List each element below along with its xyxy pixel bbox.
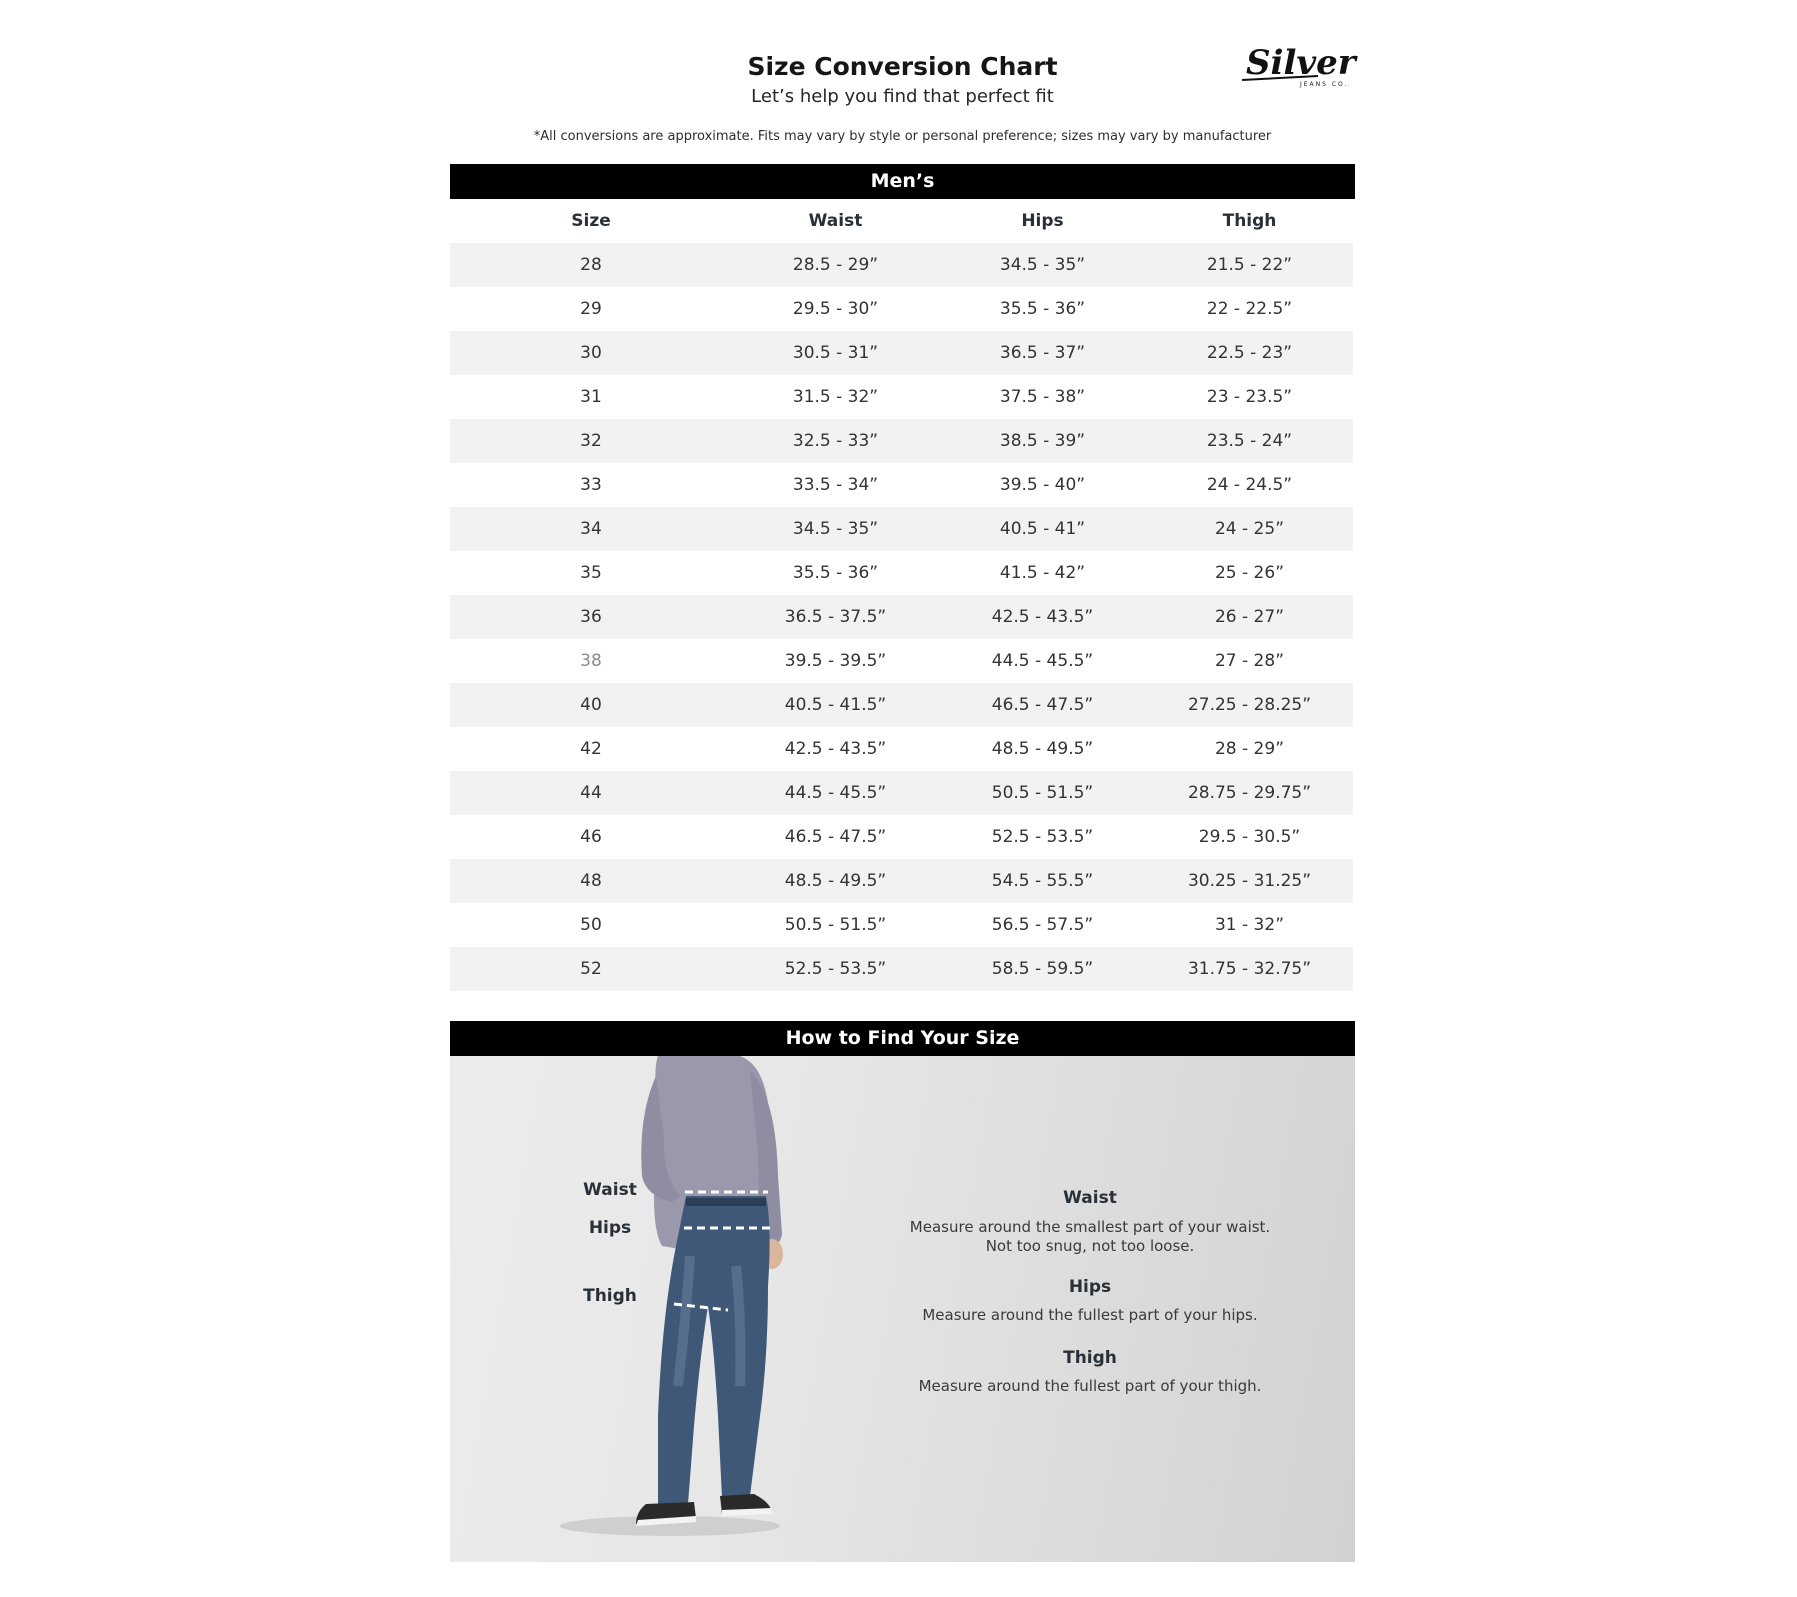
waist-cell: 29.5 - 30”	[732, 287, 939, 331]
waist-cell: 31.5 - 32”	[732, 375, 939, 419]
hips-cell: 48.5 - 49.5”	[939, 727, 1146, 771]
waist-instruction-title: Waist	[1063, 1188, 1117, 1208]
table-row	[450, 287, 1353, 331]
size-cell: 48	[450, 859, 732, 903]
waist-cell: 32.5 - 33”	[732, 419, 939, 463]
column-header-size: Size	[571, 211, 611, 231]
hips-cell: 39.5 - 40”	[939, 463, 1146, 507]
jeans-fade-right	[736, 1266, 741, 1386]
table-row	[450, 463, 1353, 507]
logo-wordmark: Silver	[1246, 43, 1356, 83]
size-cell: 38	[450, 639, 732, 683]
thigh-cell: 25 - 26”	[1146, 551, 1353, 595]
hips-cell: 35.5 - 36”	[939, 287, 1146, 331]
mens-size-table	[450, 199, 1353, 991]
thigh-cell: 22.5 - 23”	[1146, 331, 1353, 375]
how-to-panel	[450, 1056, 1355, 1562]
table-row	[450, 727, 1353, 771]
figure-label-thigh: Thigh	[583, 1286, 637, 1306]
size-cell: 44	[450, 771, 732, 815]
waist-cell: 28.5 - 29”	[732, 243, 939, 287]
size-cell: 50	[450, 903, 732, 947]
table-row	[450, 551, 1353, 595]
size-cell: 35	[450, 551, 732, 595]
thigh-instruction-text: Measure around the fullest part of your thigh.	[918, 1377, 1262, 1395]
table-row	[450, 903, 1353, 947]
hips-cell: 37.5 - 38”	[939, 375, 1146, 419]
table-row	[450, 419, 1353, 463]
hips-cell: 40.5 - 41”	[939, 507, 1146, 551]
waist-cell: 52.5 - 53.5”	[732, 947, 939, 991]
size-cell: 29	[450, 287, 732, 331]
size-cell: 30	[450, 331, 732, 375]
thigh-cell: 24 - 25”	[1146, 507, 1353, 551]
size-cell: 46	[450, 815, 732, 859]
thigh-cell: 22 - 22.5”	[1146, 287, 1353, 331]
page-subtitle: Let’s help you find that perfect fit	[751, 86, 1054, 107]
waist-cell: 34.5 - 35”	[732, 507, 939, 551]
waist-cell: 40.5 - 41.5”	[732, 683, 939, 727]
waist-cell: 33.5 - 34”	[732, 463, 939, 507]
hips-cell: 44.5 - 45.5”	[939, 639, 1146, 683]
page-title: Size Conversion Chart	[747, 52, 1058, 81]
waist-cell: 48.5 - 49.5”	[732, 859, 939, 903]
waist-instruction-text-line2: Not too snug, not too loose.	[985, 1237, 1195, 1255]
hips-cell: 56.5 - 57.5”	[939, 903, 1146, 947]
hips-cell: 41.5 - 42”	[939, 551, 1146, 595]
table-row	[450, 639, 1353, 683]
size-cell: 34	[450, 507, 732, 551]
size-cell: 28	[450, 243, 732, 287]
how-to-section-header: How to Find Your Size	[450, 1021, 1355, 1056]
silver-jeans-logo	[1238, 38, 1358, 90]
hips-cell: 54.5 - 55.5”	[939, 859, 1146, 903]
hips-cell: 34.5 - 35”	[939, 243, 1146, 287]
size-cell: 52	[450, 947, 732, 991]
hips-cell: 50.5 - 51.5”	[939, 771, 1146, 815]
hips-cell: 38.5 - 39”	[939, 419, 1146, 463]
hips-instruction-title: Hips	[1068, 1277, 1112, 1297]
figure-label-waist: Waist	[583, 1180, 637, 1200]
mens-section-header: Men’s	[450, 164, 1355, 199]
waist-instruction-text-line1: Measure around the smallest part of your waist.	[909, 1218, 1271, 1236]
hips-cell: 36.5 - 37”	[939, 331, 1146, 375]
hips-cell: 52.5 - 53.5”	[939, 815, 1146, 859]
table-row	[450, 331, 1353, 375]
table-header-row	[450, 199, 1353, 243]
table-row	[450, 683, 1353, 727]
thigh-cell: 23 - 23.5”	[1146, 375, 1353, 419]
waist-cell: 35.5 - 36”	[732, 551, 939, 595]
table-row	[450, 815, 1353, 859]
waist-cell: 42.5 - 43.5”	[732, 727, 939, 771]
size-cell: 31	[450, 375, 732, 419]
thigh-cell: 30.25 - 31.25”	[1146, 859, 1353, 903]
column-header-hips: Hips	[1021, 211, 1064, 231]
table-row	[450, 243, 1353, 287]
thigh-cell: 27.25 - 28.25”	[1146, 683, 1353, 727]
waist-cell: 46.5 - 47.5”	[732, 815, 939, 859]
waistband-shape	[686, 1198, 766, 1206]
thigh-cell: 29.5 - 30.5”	[1146, 815, 1353, 859]
thigh-cell: 24 - 24.5”	[1146, 463, 1353, 507]
thigh-cell: 26 - 27”	[1146, 595, 1353, 639]
logo-mark	[1238, 38, 1358, 90]
hips-cell: 58.5 - 59.5”	[939, 947, 1146, 991]
hips-cell: 46.5 - 47.5”	[939, 683, 1146, 727]
thigh-cell: 31 - 32”	[1146, 903, 1353, 947]
thigh-cell: 28 - 29”	[1146, 727, 1353, 771]
column-header-thigh: Thigh	[1222, 211, 1277, 231]
thigh-cell: 21.5 - 22”	[1146, 243, 1353, 287]
hips-cell: 42.5 - 43.5”	[939, 595, 1146, 639]
size-cell: 40	[450, 683, 732, 727]
waist-cell: 39.5 - 39.5”	[732, 639, 939, 683]
thigh-cell: 23.5 - 24”	[1146, 419, 1353, 463]
table-row	[450, 859, 1353, 903]
waist-cell: 30.5 - 31”	[732, 331, 939, 375]
table-row	[450, 947, 1353, 991]
table-row	[450, 507, 1353, 551]
thigh-cell: 28.75 - 29.75”	[1146, 771, 1353, 815]
thigh-cell: 27 - 28”	[1146, 639, 1353, 683]
thigh-instruction-title: Thigh	[1063, 1348, 1117, 1368]
size-cell: 42	[450, 727, 732, 771]
size-cell: 32	[450, 419, 732, 463]
column-header-waist: Waist	[808, 211, 863, 231]
waist-cell: 50.5 - 51.5”	[732, 903, 939, 947]
size-cell: 36	[450, 595, 732, 639]
size-cell: 33	[450, 463, 732, 507]
hips-instruction-text: Measure around the fullest part of your hips.	[922, 1306, 1258, 1324]
table-row	[450, 595, 1353, 639]
thigh-cell: 31.75 - 32.75”	[1146, 947, 1353, 991]
table-row	[450, 771, 1353, 815]
waist-cell: 36.5 - 37.5”	[732, 595, 939, 639]
disclaimer-note: *All conversions are approximate. Fits may vary by style or personal preference; sizes may vary by manufacturer	[533, 129, 1272, 144]
table-row	[450, 375, 1353, 419]
logo-subtext: JEANS CO.	[1300, 81, 1349, 88]
figure-label-hips: Hips	[588, 1218, 632, 1238]
waist-cell: 44.5 - 45.5”	[732, 771, 939, 815]
